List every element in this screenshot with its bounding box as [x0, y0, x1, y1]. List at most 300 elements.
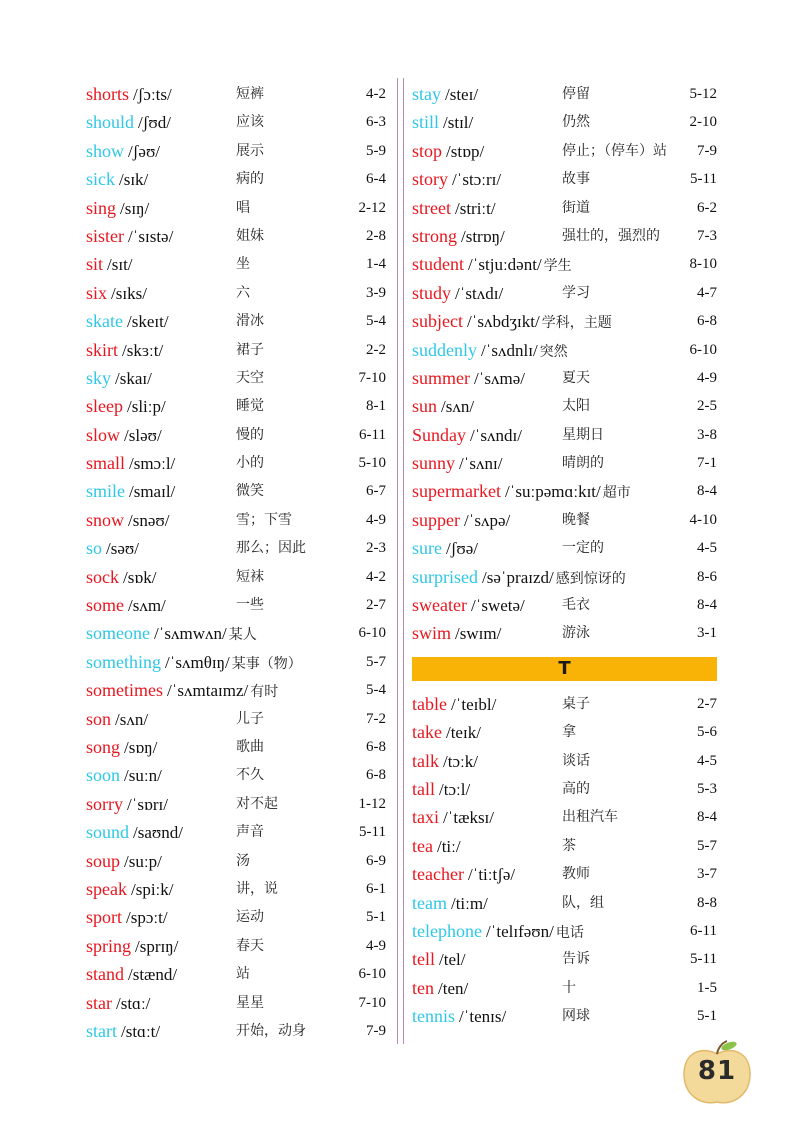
- entry-meaning: 某人: [228, 627, 257, 644]
- entry-phonetic: /suːn/: [124, 766, 162, 786]
- dictionary-entry: [86, 534, 386, 562]
- entry-meaning: 出租汽车: [562, 809, 618, 826]
- entry-word: table: [412, 693, 447, 714]
- entry-phonetic: /suːp/: [124, 851, 162, 871]
- page-number: 81: [697, 1056, 737, 1086]
- entry-phonetic: /ˈsʌmθɪŋ/: [165, 652, 230, 672]
- entry-phonetic: /snəʊ/: [128, 510, 170, 530]
- entry-reference: 6-11: [359, 426, 386, 443]
- entry-reference: 8-6: [697, 568, 717, 585]
- entry-meaning: 汤: [236, 852, 250, 869]
- entry-meaning: 停止；（停车）站: [562, 142, 667, 159]
- entry-reference: 6-8: [366, 738, 386, 755]
- dictionary-entry: [412, 1002, 717, 1030]
- entry-meaning: 晴朗的: [562, 455, 604, 472]
- entry-reference: 8-10: [689, 256, 717, 273]
- entry-reference: 4-9: [366, 511, 386, 528]
- entry-reference: 4-10: [689, 511, 717, 528]
- entry-phonetic: /ˈsʌnɪ/: [459, 454, 503, 474]
- entry-word: sport: [86, 907, 122, 928]
- entry-word: show: [86, 140, 125, 161]
- entry-reference: 2-8: [366, 227, 386, 244]
- entry-phonetic: /sləʊ/: [124, 425, 162, 445]
- entry-reference: 6-2: [697, 199, 717, 216]
- entry-word: sweater: [412, 595, 467, 616]
- entry-phonetic: /ˈstʌdɪ/: [455, 283, 504, 303]
- entry-phonetic: /stɒp/: [446, 141, 485, 161]
- dictionary-entry: [86, 563, 386, 591]
- entry-phonetic: /spɔːt/: [126, 908, 168, 928]
- entry-reference: 7-9: [366, 1022, 386, 1039]
- entry-meaning: 星期日: [562, 426, 604, 443]
- entry-meaning: 雪；下雪: [236, 511, 292, 528]
- entry-word: tell: [412, 949, 435, 970]
- entry-meaning: 讲，说: [236, 880, 278, 897]
- left-column: [86, 80, 386, 1045]
- entry-word: teacher: [412, 864, 464, 885]
- entry-phonetic: /tɔːk/: [443, 751, 478, 771]
- dictionary-entry: [86, 875, 386, 903]
- entry-reference: 7-2: [366, 710, 386, 727]
- entry-reference: 4-2: [366, 86, 386, 102]
- entry-word: taxi: [412, 807, 439, 828]
- entry-phonetic: /tɔːl/: [439, 779, 471, 799]
- entry-phonetic: /skaɪ/: [115, 368, 152, 388]
- entry-phonetic: /skeɪt/: [126, 312, 169, 332]
- entry-word: ten: [412, 977, 434, 998]
- dictionary-entry: [86, 989, 386, 1017]
- entry-word: small: [86, 453, 125, 474]
- entry-reference: 6-7: [366, 483, 386, 500]
- entry-meaning: 短裤: [236, 86, 264, 102]
- entry-reference: 4-5: [697, 540, 717, 557]
- dictionary-entry: [86, 336, 386, 364]
- entry-phonetic: /sɪk/: [119, 170, 149, 190]
- entry-reference: 5-7: [697, 837, 717, 854]
- dictionary-entry: [86, 818, 386, 846]
- entry-phonetic: /spiːk/: [130, 879, 174, 899]
- entry-word: tall: [412, 778, 435, 799]
- dictionary-entry: [86, 364, 386, 392]
- entry-phonetic: /stænd/: [128, 965, 178, 985]
- entry-reference: 5-9: [366, 142, 386, 159]
- entry-word: sound: [86, 822, 130, 843]
- entry-word: swim: [412, 623, 452, 644]
- entry-word: sit: [86, 254, 104, 275]
- dictionary-entry: [412, 747, 717, 775]
- entry-word: slow: [86, 424, 121, 445]
- entry-reference: 6-10: [358, 625, 386, 642]
- entry-phonetic: /saʊnd/: [133, 823, 183, 843]
- entry-reference: 8-1: [366, 398, 386, 415]
- entry-word: song: [86, 736, 121, 757]
- dictionary-entry: [412, 194, 717, 222]
- section-header-t: [412, 657, 717, 681]
- entry-reference: 1-4: [366, 256, 386, 273]
- entry-meaning: 睡觉: [236, 398, 264, 415]
- entry-meaning: 裙子: [236, 341, 264, 358]
- entry-reference: 8-4: [697, 597, 717, 614]
- entry-phonetic: /tel/: [439, 950, 466, 970]
- entry-reference: 7-3: [697, 227, 717, 244]
- entry-phonetic: /ˈsʌmwʌn/: [153, 624, 227, 644]
- dictionary-entry: [86, 392, 386, 420]
- dictionary-entry: [86, 733, 386, 761]
- entry-meaning: 不久: [236, 767, 264, 784]
- dictionary-entry: [412, 832, 717, 860]
- entry-phonetic: /ˈsʌbdʒɪkt/: [467, 312, 540, 332]
- entry-reference: 5-3: [697, 780, 717, 797]
- entry-reference: 6-10: [358, 966, 386, 983]
- entry-reference: 6-3: [366, 114, 386, 131]
- entry-phonetic: /ʃəʊ/: [128, 141, 160, 161]
- dictionary-entry: [412, 80, 717, 108]
- entry-phonetic: /ˈteɪbl/: [450, 694, 497, 714]
- entry-meaning: 姐妹: [236, 227, 264, 244]
- entry-meaning: 滑冰: [236, 313, 264, 330]
- entry-word: strong: [412, 225, 457, 246]
- entry-reference: 3-9: [366, 284, 386, 301]
- entry-phonetic: /stɑːt/: [121, 1021, 161, 1041]
- entry-phonetic: /ʃʊə/: [446, 539, 478, 559]
- entry-word: telephone: [412, 920, 482, 941]
- entry-phonetic: /striːt/: [454, 198, 496, 218]
- entry-phonetic: /ˈsɪstə/: [128, 226, 174, 246]
- entry-word: street: [412, 197, 451, 218]
- entry-reference: 4-9: [697, 369, 717, 386]
- entry-meaning: 拿: [562, 724, 576, 741]
- entry-reference: 3-8: [697, 426, 717, 443]
- dictionary-entry: [412, 307, 717, 335]
- dictionary-entry: [412, 421, 717, 449]
- entry-phonetic: /sʌn/: [441, 397, 475, 417]
- entry-meaning: 六: [236, 284, 250, 301]
- dictionary-entry: [86, 648, 386, 676]
- entry-word: something: [86, 651, 161, 672]
- entry-phonetic: /ten/: [438, 978, 469, 998]
- entry-meaning: 展示: [236, 142, 264, 159]
- entry-reference: 8-8: [697, 894, 717, 911]
- dictionary-entry: [86, 250, 386, 278]
- entry-phonetic: /ˈsɒrɪ/: [127, 794, 168, 814]
- entry-meaning: 短袜: [236, 568, 264, 585]
- t-entries: [412, 690, 717, 1031]
- entry-word: suddenly: [412, 339, 477, 360]
- entry-phonetic: /ˈsʌndɪ/: [470, 425, 522, 445]
- entry-reference: 6-9: [366, 852, 386, 869]
- entry-phonetic: /sɪŋ/: [120, 198, 150, 218]
- dictionary-entry: [86, 137, 386, 165]
- entry-phonetic: /ʃʊd/: [138, 113, 171, 133]
- dictionary-entry: [412, 803, 717, 831]
- dictionary-entry: [86, 960, 386, 988]
- entry-word: still: [412, 112, 440, 133]
- dictionary-entry: [86, 165, 386, 193]
- entry-word: soup: [86, 850, 121, 871]
- entry-phonetic: /ˈsʌmtaɪmz/: [167, 681, 249, 701]
- dictionary-entry: [412, 392, 717, 420]
- entry-reference: 7-9: [697, 142, 717, 159]
- entry-reference: 7-10: [358, 369, 386, 386]
- entry-reference: 6-1: [366, 880, 386, 897]
- entry-phonetic: /ˈsʌdnlɪ/: [481, 340, 538, 360]
- section-letter: T: [558, 657, 571, 679]
- entry-meaning: 街道: [562, 199, 590, 216]
- entry-meaning: 毛衣: [562, 597, 590, 614]
- entry-phonetic: /səʊ/: [106, 539, 139, 559]
- entry-meaning: 游泳: [562, 625, 590, 642]
- dictionary-entry: [412, 250, 717, 278]
- entry-word: snow: [86, 509, 125, 530]
- entry-meaning: 某事（物）: [231, 655, 302, 672]
- entry-meaning: 电话: [555, 924, 584, 941]
- entry-meaning: 强壮的，强烈的: [562, 227, 660, 244]
- dictionary-entry: [86, 676, 386, 704]
- dictionary-entry: [412, 364, 717, 392]
- entry-meaning: 十: [562, 979, 576, 996]
- entry-word: sun: [412, 396, 438, 417]
- entry-phonetic: /ˈstjuːdənt/: [468, 255, 542, 275]
- entry-meaning: 唱: [236, 199, 250, 216]
- entry-word: spring: [86, 935, 131, 956]
- entry-word: supermarket: [412, 481, 501, 502]
- entry-reference: 5-4: [366, 682, 386, 699]
- entry-phonetic: /tiː/: [436, 836, 461, 856]
- entry-meaning: 谈话: [562, 752, 590, 769]
- entry-meaning: 学生: [543, 258, 572, 275]
- dictionary-entry: [86, 761, 386, 789]
- entry-word: six: [86, 282, 108, 303]
- entry-reference: 8-4: [697, 483, 717, 500]
- dictionary-entry: [86, 591, 386, 619]
- entry-meaning: 天空: [236, 369, 264, 386]
- entry-phonetic: /ˈstɔːrɪ/: [452, 170, 502, 190]
- entry-meaning: 感到惊讶的: [555, 570, 626, 587]
- entry-phonetic: /sɪks/: [111, 283, 147, 303]
- dictionary-entry: [412, 534, 717, 562]
- entry-meaning: 桌子: [562, 695, 590, 712]
- entry-meaning: 高的: [562, 780, 590, 797]
- entry-reference: 1-12: [358, 795, 386, 812]
- entry-word: soon: [86, 765, 121, 786]
- dictionary-entry: [86, 108, 386, 136]
- entry-word: surprised: [412, 566, 478, 587]
- dictionary-entry: [412, 336, 717, 364]
- dictionary-entry: [412, 165, 717, 193]
- entry-phonetic: /smaɪl/: [129, 482, 176, 502]
- entry-phonetic: /smɔːl/: [129, 454, 176, 474]
- entry-word: sister: [86, 225, 124, 246]
- entry-reference: 5-12: [689, 86, 717, 102]
- entry-word: start: [86, 1020, 117, 1041]
- entry-reference: 7-1: [697, 455, 717, 472]
- entry-reference: 6-11: [690, 922, 717, 939]
- entry-word: speak: [86, 878, 127, 899]
- dictionary-entry: [86, 222, 386, 250]
- dictionary-entry: [412, 889, 717, 917]
- entry-word: student: [412, 254, 464, 275]
- dictionary-entry: [86, 194, 386, 222]
- dictionary-entry: [412, 279, 717, 307]
- entry-reference: 2-2: [366, 341, 386, 358]
- entry-reference: 5-1: [697, 1008, 717, 1025]
- entry-word: sky: [86, 367, 112, 388]
- entry-reference: 5-6: [697, 724, 717, 741]
- entry-reference: 4-5: [697, 752, 717, 769]
- entry-meaning: 病的: [236, 171, 264, 188]
- entry-phonetic: /sɒk/: [123, 567, 157, 587]
- entry-reference: 2-12: [358, 199, 386, 216]
- dictionary-entry: [412, 619, 717, 647]
- entry-phonetic: /tiːm/: [450, 893, 488, 913]
- entry-meaning: 有时: [250, 684, 279, 701]
- dictionary-entry: [86, 932, 386, 960]
- dictionary-entry: [86, 705, 386, 733]
- entry-word: sleep: [86, 396, 123, 417]
- dictionary-entry: [86, 619, 386, 647]
- dictionary-entry: [412, 775, 717, 803]
- entry-phonetic: /sɒŋ/: [124, 737, 158, 757]
- entry-phonetic: /sɪt/: [107, 255, 133, 275]
- dictionary-entry: [412, 108, 717, 136]
- entry-reference: 5-11: [690, 171, 717, 188]
- entry-word: subject: [412, 311, 463, 332]
- entry-word: sick: [86, 169, 115, 190]
- dictionary-entry: [86, 790, 386, 818]
- dictionary-entry: [86, 279, 386, 307]
- column-divider: [397, 78, 404, 1044]
- entry-reference: 2-10: [689, 114, 717, 131]
- entry-meaning: 声音: [236, 824, 264, 841]
- entry-meaning: 茶: [562, 837, 576, 854]
- entry-phonetic: /stɪl/: [443, 113, 474, 133]
- entry-meaning: 歌曲: [236, 738, 264, 755]
- entry-phonetic: /ˈtenɪs/: [459, 1007, 507, 1027]
- entry-reference: 4-9: [366, 937, 386, 954]
- entry-reference: 8-4: [697, 809, 717, 826]
- entry-word: so: [86, 538, 103, 559]
- entry-meaning: 教师: [562, 866, 590, 883]
- entry-word: tennis: [412, 1006, 455, 1027]
- entry-word: sure: [412, 538, 442, 559]
- entry-meaning: 夏天: [562, 369, 590, 386]
- entry-meaning: 学科，主题: [541, 315, 612, 332]
- entry-word: study: [412, 282, 452, 303]
- entry-word: skate: [86, 311, 123, 332]
- dictionary-entry: [86, 477, 386, 505]
- entry-reference: 6-8: [366, 767, 386, 784]
- dictionary-entry: [412, 222, 717, 250]
- dictionary-entry: [412, 563, 717, 591]
- entry-phonetic: /səˈpraɪzd/: [482, 567, 554, 587]
- entry-phonetic: /ˈtiːtʃə/: [467, 865, 516, 885]
- entry-phonetic: /ˈsʌmə/: [474, 368, 525, 388]
- dictionary-entry: [86, 903, 386, 931]
- dictionary-entry: [86, 421, 386, 449]
- dictionary-entry: [86, 506, 386, 534]
- entry-reference: 2-3: [366, 540, 386, 557]
- entry-phonetic: /swɪm/: [455, 624, 502, 644]
- entry-phonetic: /sliːp/: [126, 397, 166, 417]
- entry-meaning: 超市: [602, 485, 631, 502]
- dictionary-entry: [412, 860, 717, 888]
- entry-reference: 3-1: [697, 625, 717, 642]
- entry-word: star: [86, 992, 112, 1013]
- entry-word: team: [412, 892, 447, 913]
- entry-phonetic: /sʌm/: [128, 596, 166, 616]
- dictionary-entry: [86, 80, 386, 108]
- entry-word: sunny: [412, 453, 456, 474]
- entry-word: stop: [412, 140, 443, 161]
- dictionary-entry: [86, 449, 386, 477]
- entry-word: summer: [412, 367, 470, 388]
- dictionary-entry: [412, 718, 717, 746]
- entry-word: take: [412, 722, 442, 743]
- entry-reference: 4-2: [366, 568, 386, 585]
- entry-word: sing: [86, 197, 117, 218]
- entry-phonetic: /skɜːt/: [122, 340, 164, 360]
- entry-meaning: 小的: [236, 455, 264, 472]
- entry-word: stay: [412, 84, 441, 104]
- entry-phonetic: /sprɪŋ/: [135, 936, 179, 956]
- entry-meaning: 停留: [562, 86, 590, 102]
- entry-phonetic: /ˈsuːpəmɑːkɪt/: [504, 482, 601, 502]
- dictionary-entry: [412, 974, 717, 1002]
- entry-phonetic: /teɪk/: [445, 723, 481, 743]
- entry-reference: 2-7: [366, 597, 386, 614]
- entry-meaning: 运动: [236, 909, 264, 926]
- entry-reference: 5-11: [690, 951, 717, 968]
- entry-meaning: 网球: [562, 1008, 590, 1025]
- dictionary-entry: [86, 847, 386, 875]
- entry-word: smile: [86, 481, 125, 502]
- dictionary-entry: [86, 1017, 386, 1045]
- entry-word: someone: [86, 623, 150, 644]
- dictionary-entry: [412, 506, 717, 534]
- entry-reference: 5-11: [359, 824, 386, 841]
- entry-reference: 1-5: [697, 979, 717, 996]
- entry-reference: 5-10: [358, 455, 386, 472]
- dictionary-entry: [412, 137, 717, 165]
- entry-meaning: 儿子: [236, 710, 264, 727]
- entry-word: supper: [412, 509, 460, 530]
- entry-meaning: 慢的: [236, 426, 264, 443]
- entry-reference: 6-8: [697, 313, 717, 330]
- entry-meaning: 那么；因此: [236, 540, 306, 557]
- entry-phonetic: /ˈtæksɪ/: [443, 808, 495, 828]
- dictionary-entry: [412, 945, 717, 973]
- entry-reference: 5-4: [366, 313, 386, 330]
- entry-word: story: [412, 169, 448, 190]
- entry-meaning: 应该: [236, 114, 264, 131]
- entry-word: shorts: [86, 84, 130, 104]
- entry-reference: 2-5: [697, 398, 717, 415]
- entry-meaning: 坐: [236, 256, 250, 273]
- entry-word: tea: [412, 835, 433, 856]
- entry-reference: 3-7: [697, 866, 717, 883]
- entry-meaning: 星星: [236, 994, 264, 1011]
- entry-meaning: 太阳: [562, 398, 590, 415]
- entry-word: sometimes: [86, 680, 163, 701]
- s-entries: [412, 80, 717, 648]
- dictionary-entry: [412, 591, 717, 619]
- entry-phonetic: /strɒŋ/: [461, 226, 505, 246]
- entry-reference: 6-4: [366, 171, 386, 188]
- entry-reference: 5-1: [366, 909, 386, 926]
- entry-meaning: 故事: [562, 171, 590, 188]
- entry-word: should: [86, 112, 135, 133]
- entry-phonetic: /ˈswetə/: [470, 596, 525, 616]
